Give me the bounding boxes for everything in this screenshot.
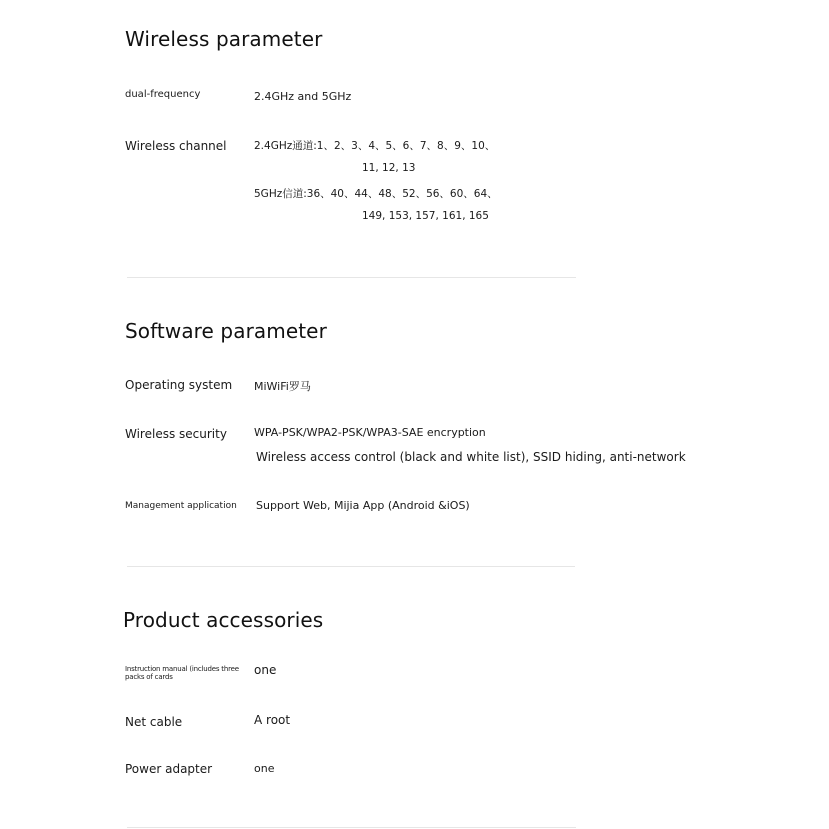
wireless-security-line2: Wireless access control (black and white list), SSID hiding, anti-network — [256, 450, 686, 464]
divider-1 — [127, 277, 576, 278]
wireless-channel-label: Wireless channel — [125, 139, 227, 153]
power-adapter-label: Power adapter — [125, 762, 213, 776]
accessories-heading: Product accessories — [123, 608, 324, 632]
divider-2 — [127, 566, 575, 567]
management-app-label: Management application — [125, 501, 237, 511]
wireless-security-label: Wireless security — [125, 427, 227, 441]
wireless-heading: Wireless parameter — [125, 27, 323, 51]
software-heading: Software parameter — [125, 319, 327, 343]
instruction-manual-label: Instruction manual (includes three packs of cards — [125, 665, 239, 681]
power-adapter-value: one — [254, 762, 275, 775]
operating-system-value: MiWiFi罗马 — [254, 380, 311, 393]
net-cable-value: A root — [254, 713, 291, 727]
channel-5ghz-line2: 149, 153, 157, 161, 165 — [362, 210, 489, 222]
channel-5ghz-line1: 5GHz信道:36、40、44、48、52、56、60、64、 — [254, 188, 498, 200]
wireless-security-line1: WPA-PSK/WPA2-PSK/WPA3-SAE encryption — [254, 426, 486, 439]
divider-3 — [127, 827, 576, 828]
dual-frequency-label: dual-frequency — [125, 89, 201, 100]
channel-24ghz-line2: 11, 12, 13 — [362, 162, 416, 174]
management-app-value: Support Web, Mijia App (Android &iOS) — [256, 499, 470, 512]
operating-system-label: Operating system — [125, 378, 233, 392]
dual-frequency-value: 2.4GHz and 5GHz — [254, 90, 352, 103]
net-cable-label: Net cable — [125, 715, 183, 729]
instruction-manual-value: one — [254, 663, 277, 677]
channel-24ghz-line1: 2.4GHz通道:1、2、3、4、5、6、7、8、9、10、 — [254, 140, 496, 152]
